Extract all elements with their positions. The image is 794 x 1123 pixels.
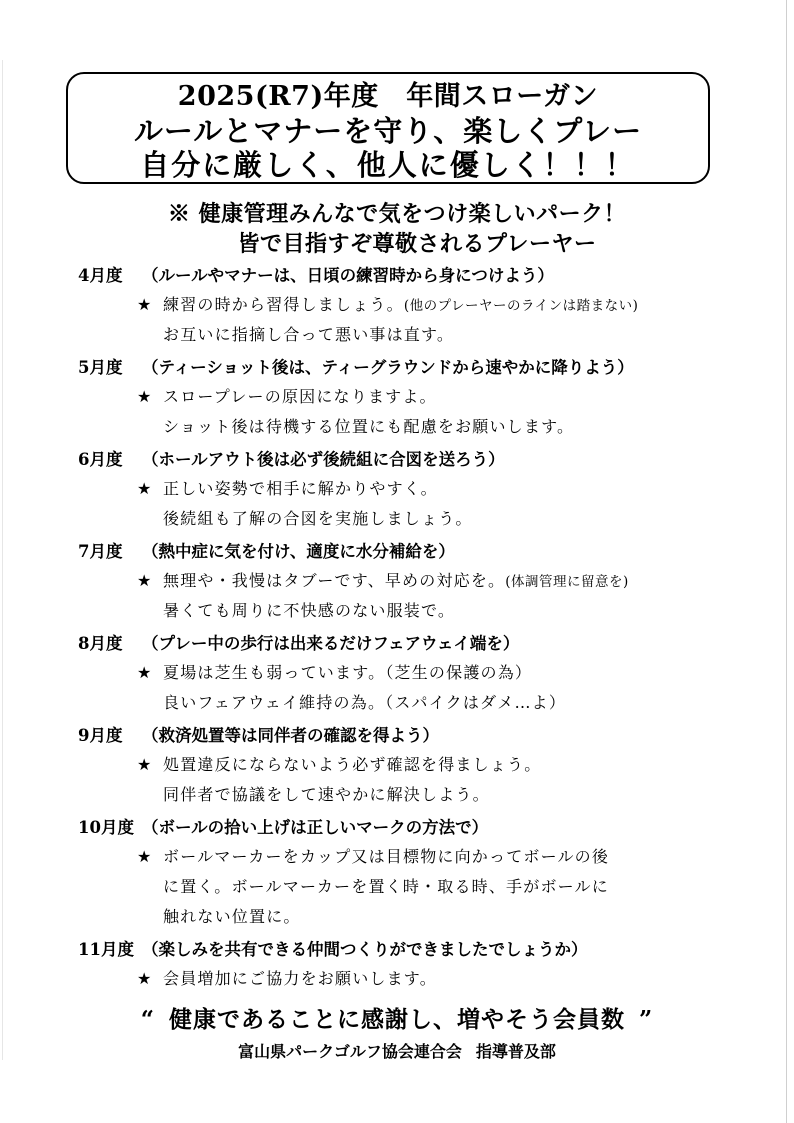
closing-slogan: [0, 1005, 794, 1035]
guideline-line: [70, 688, 770, 718]
month-theme: （熱中症に気を付け、適度に水分補給を）: [142, 542, 455, 561]
scan-edge-line: [786, 0, 787, 1123]
month-section: [70, 538, 770, 626]
month-label: 6月度: [78, 450, 123, 469]
star-bullet-icon: ★: [137, 295, 153, 314]
month-heading: [78, 630, 770, 658]
month-label: 7月度: [78, 542, 123, 561]
open-quote: “: [140, 1006, 155, 1033]
guideline-line: [70, 872, 770, 902]
signature-organization: 富山県パークゴルフ協会連合会: [238, 1042, 462, 1061]
close-quote: ”: [639, 1006, 654, 1033]
month-theme: （救済処置等は同伴者の確認を得よう）: [142, 726, 439, 745]
guideline-text: に置く。ボールマーカーを置く時・取る時、手がボールに: [163, 877, 609, 896]
month-section: [70, 814, 770, 932]
star-bullet-icon: ★: [137, 571, 153, 590]
guideline-line: [70, 902, 770, 932]
guideline-line: [70, 842, 770, 872]
star-bullet-icon: ★: [137, 755, 153, 774]
month-label: 5月度: [78, 358, 123, 377]
guideline-line: [70, 780, 770, 810]
guideline-line: [70, 474, 770, 504]
signature-department: 指導普及部: [475, 1042, 556, 1061]
guideline-line: [70, 658, 770, 688]
month-label: 8月度: [78, 634, 123, 653]
star-bullet-icon: ★: [137, 387, 153, 406]
closing-slogan-text: 健康であることに感謝し、増やそう会員数: [169, 1006, 625, 1033]
month-heading: [78, 262, 770, 290]
guideline-text: 良いフェアウェイ維持の為。（スパイクはダメ…よ）: [163, 693, 567, 712]
month-section: [70, 446, 770, 534]
guideline-text: ショット後は待機する位置にも配慮をお願いします。: [163, 417, 575, 436]
guideline-line: [70, 964, 770, 994]
month-section: [70, 262, 770, 350]
guideline-line: [70, 290, 770, 320]
annual-slogan-heading: 2025(R7)年度 年間スローガン: [177, 81, 599, 112]
monthly-themes-list: [70, 262, 770, 998]
guideline-line: [70, 504, 770, 534]
month-heading: [78, 354, 770, 382]
month-theme: （ルールやマナーは、日頃の練習時から身につけよう）: [142, 266, 554, 285]
guideline-note: (体調管理に留意を): [505, 574, 629, 590]
slogan-line-1: ルールとマナーを守り、楽しくプレー: [133, 114, 643, 148]
guideline-text: 会員増加にご協力をお願いします。: [163, 969, 437, 988]
guideline-text: お互いに指摘し合って悪い事は直す。: [163, 325, 455, 344]
month-label: 9月度: [78, 726, 123, 745]
guideline-note: (他のプレーヤーのラインは踏まない): [403, 298, 639, 314]
health-note-line-1: ※ 健康管理みんなで気をつけ楽しいパーク！: [167, 201, 627, 227]
slogan-title-box: [66, 72, 710, 184]
guideline-text: 同伴者で協議をして速やかに解決しよう。: [163, 785, 490, 804]
month-label: 10月度: [78, 818, 134, 837]
month-section: [70, 936, 770, 994]
star-bullet-icon: ★: [137, 663, 153, 682]
guideline-text: ボールマーカーをカップ又は目標物に向かってボールの後: [163, 847, 610, 866]
month-heading: [78, 814, 770, 842]
star-bullet-icon: ★: [137, 479, 153, 498]
guideline-text: 後続組も了解の合図を実施しましょう。: [163, 509, 473, 528]
guideline-line: [70, 566, 770, 596]
guideline-line: [70, 750, 770, 780]
guideline-text: 暑くても周りに不快感のない服装で。: [163, 601, 456, 620]
guideline-text: 触れない位置に。: [163, 907, 301, 926]
month-theme: （ボールの拾い上げは正しいマークの方法で）: [142, 818, 489, 837]
month-section: [70, 722, 770, 810]
guideline-text: スロープレーの原因になりますよ。: [163, 387, 437, 406]
guideline-line: [70, 320, 770, 350]
health-note-line-2: 皆で目指すぞ尊敬されるプレーヤー: [237, 231, 597, 257]
guideline-text: 正しい姿勢で相手に解かりやすく。: [163, 479, 438, 498]
month-heading: [78, 936, 770, 964]
month-heading: [78, 538, 770, 566]
month-theme: （プレー中の歩行は出来るだけフェアウェイ端を）: [142, 634, 520, 653]
guideline-text: 処置違反にならないよう必ず確認を得ましょう。: [163, 755, 542, 774]
star-bullet-icon: ★: [137, 969, 153, 988]
month-heading: [78, 722, 770, 750]
month-label: 4月度: [78, 266, 123, 285]
guideline-text: 無理や・我慢はタブーです、早めの対応を。: [163, 571, 506, 590]
guideline-line: [70, 382, 770, 412]
month-theme: （ホールアウト後は必ず後続組に合図を送ろう）: [142, 450, 505, 469]
guideline-line: [70, 596, 770, 626]
month-heading: [78, 446, 770, 474]
month-theme: （楽しみを共有できる仲間つくりができましたでしょうか）: [142, 940, 588, 959]
month-label: 11月度: [78, 940, 134, 959]
guideline-text: 練習の時から習得しましょう。: [163, 295, 404, 314]
star-bullet-icon: ★: [137, 847, 153, 866]
guideline-text: 夏場は芝生も弱っています。（芝生の保護の為）: [163, 663, 533, 682]
month-theme: （ティーショット後は、ティーグラウンドから速やかに降りよう）: [142, 358, 634, 377]
month-section: [70, 630, 770, 718]
month-section: [70, 354, 770, 442]
guideline-line: [70, 412, 770, 442]
slogan-line-2: 自分に厳しく、他人に優しく！！！: [140, 148, 636, 182]
signature: [0, 1039, 794, 1065]
